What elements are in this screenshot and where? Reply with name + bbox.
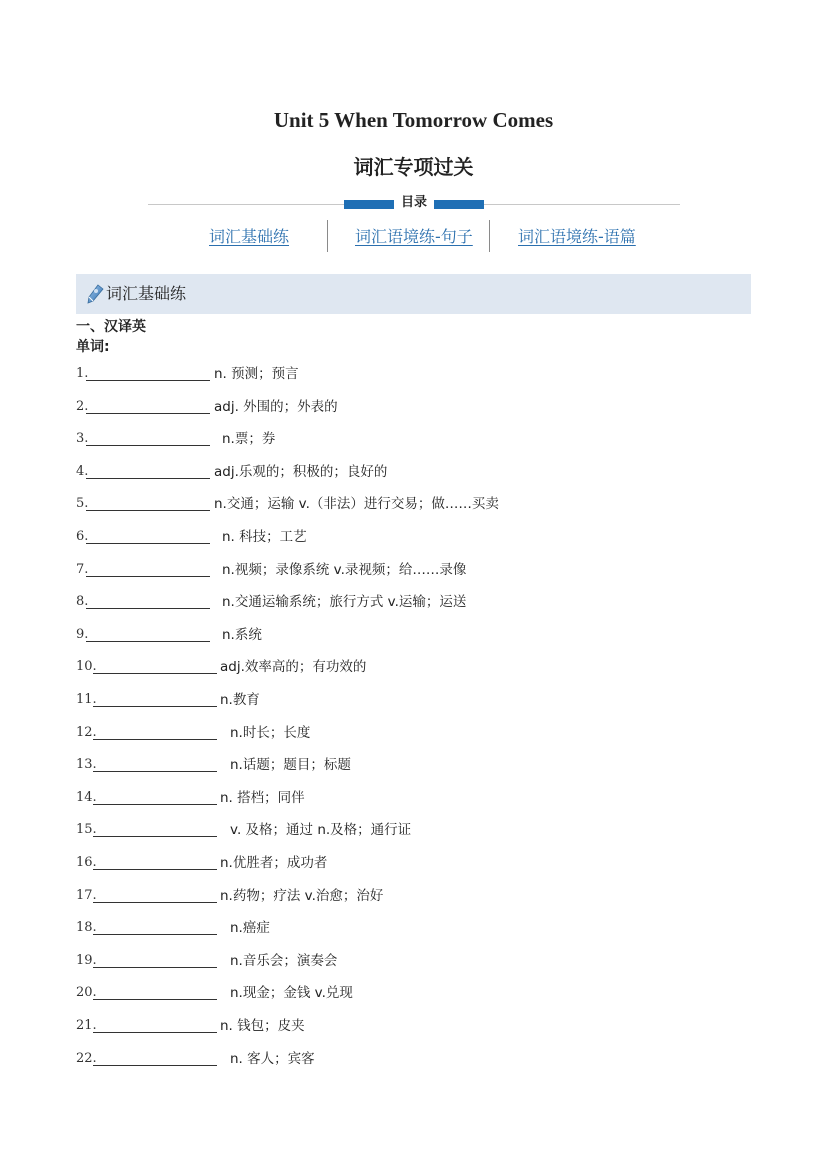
vocab-number: 21. xyxy=(76,1018,97,1033)
pencil-icon xyxy=(86,284,104,304)
answer-blank[interactable] xyxy=(86,510,210,511)
answer-blank[interactable] xyxy=(93,739,217,740)
vocab-item xyxy=(76,463,751,483)
vocab-item xyxy=(76,1017,751,1037)
vocab-number: 18. xyxy=(76,920,97,936)
vocab-number: 10. xyxy=(76,659,97,675)
answer-blank[interactable] xyxy=(86,445,210,446)
answer-blank[interactable] xyxy=(93,771,217,772)
answer-blank[interactable] xyxy=(93,706,217,707)
vocab-item xyxy=(76,398,751,418)
document-title: Unit 5 When Tomorrow Comes xyxy=(273,108,554,132)
section-title: 词汇基础练 xyxy=(106,284,187,303)
vocab-item xyxy=(76,854,751,874)
vocab-number: 9. xyxy=(76,626,89,642)
vocab-definition: n. 钱包；皮夹 xyxy=(220,1018,305,1034)
vocab-number: 14. xyxy=(76,789,97,805)
vocab-definition: n.视频；录像系统 v.录视频；给……录像 xyxy=(222,561,467,578)
vocab-definition: n.癌症 xyxy=(230,920,270,937)
vocab-item xyxy=(76,495,751,515)
vocab-number: 16. xyxy=(76,855,97,870)
vocab-number: 3. xyxy=(76,431,89,447)
vocab-definition: v. 及格；通过 n.及格；通行证 xyxy=(230,822,412,839)
vocab-item xyxy=(76,561,751,581)
vocab-definition: n.话题；题目；标题 xyxy=(230,757,351,774)
answer-blank[interactable] xyxy=(86,576,210,577)
vocab-definition: n.系统 xyxy=(222,626,262,643)
answer-blank[interactable] xyxy=(93,804,217,805)
answer-blank[interactable] xyxy=(93,1032,217,1033)
answer-blank[interactable] xyxy=(86,380,210,381)
vocab-number: 13. xyxy=(76,757,97,773)
part-heading: 一、汉译英 xyxy=(76,319,146,335)
vocab-item xyxy=(76,952,751,972)
vocab-number: 17. xyxy=(76,887,97,903)
vocab-number: 7. xyxy=(76,561,89,577)
vocab-definition: n.药物；疗法 v.治愈；治好 xyxy=(220,887,384,904)
words-heading: 单词: xyxy=(76,339,110,355)
vocab-definition: n.教育 xyxy=(220,692,260,708)
vocab-number: 20. xyxy=(76,985,97,1001)
vocab-item xyxy=(76,789,751,809)
vocab-definition: adj. 外围的；外表的 xyxy=(214,398,338,415)
vocab-number: 19. xyxy=(76,952,97,968)
vocab-definition: n.时长；长度 xyxy=(230,724,311,741)
vocab-item xyxy=(76,430,751,450)
vocab-definition: n.优胜者；成功者 xyxy=(220,855,328,871)
answer-blank[interactable] xyxy=(93,999,217,1000)
toc-link-basic[interactable]: 词汇基础练 xyxy=(209,227,290,246)
vocab-item xyxy=(76,691,751,711)
answer-blank[interactable] xyxy=(86,478,210,479)
answer-blank[interactable] xyxy=(93,869,217,870)
vocab-definition: n.交通运输系统；旅行方式 v.运输；运送 xyxy=(222,594,467,611)
document-subtitle: 词汇专项过关 xyxy=(353,155,474,179)
vocab-number: 12. xyxy=(76,724,97,740)
vocab-number: 8. xyxy=(76,594,89,610)
vocab-item xyxy=(76,984,751,1004)
answer-blank[interactable] xyxy=(86,608,210,609)
vocab-item xyxy=(76,1050,751,1070)
answer-blank[interactable] xyxy=(93,1065,217,1066)
vocab-item xyxy=(76,919,751,939)
vocab-item xyxy=(76,593,751,613)
vocab-definition: n. 预测；预言 xyxy=(214,366,299,382)
vocab-number: 22. xyxy=(76,1050,97,1066)
vocab-item xyxy=(76,821,751,841)
vocab-item xyxy=(76,756,751,776)
vocab-number: 1. xyxy=(76,366,89,381)
toc-separator xyxy=(327,220,328,252)
toc-label: 目录 xyxy=(394,194,434,212)
answer-blank[interactable] xyxy=(93,967,217,968)
vocab-number: 11. xyxy=(76,692,97,707)
vocab-item xyxy=(76,528,751,548)
answer-blank[interactable] xyxy=(86,413,210,414)
answer-blank[interactable] xyxy=(86,543,210,544)
vocab-item xyxy=(76,724,751,744)
vocab-definition: n.音乐会；演奏会 xyxy=(230,952,338,969)
vocab-definition: adj.效率高的；有功效的 xyxy=(220,659,367,676)
toc-link-passage[interactable]: 词汇语境练-语篇 xyxy=(518,227,636,246)
vocab-item xyxy=(76,365,751,385)
vocab-number: 6. xyxy=(76,529,89,544)
toc-link-sentence[interactable]: 词汇语境练-句子 xyxy=(355,227,473,246)
toc-separator xyxy=(489,220,490,252)
vocab-item xyxy=(76,887,751,907)
vocab-definition: n. 科技；工艺 xyxy=(222,529,307,545)
answer-blank[interactable] xyxy=(93,836,217,837)
vocab-definition: n.交通；运输 v.（非法）进行交易；做……买卖 xyxy=(214,496,499,513)
vocab-number: 15. xyxy=(76,822,97,838)
answer-blank[interactable] xyxy=(93,673,217,674)
vocab-definition: n. 搭档；同伴 xyxy=(220,789,305,806)
answer-blank[interactable] xyxy=(93,902,217,903)
answer-blank[interactable] xyxy=(86,641,210,642)
vocab-item xyxy=(76,626,751,646)
vocab-definition: n.票；券 xyxy=(222,431,276,448)
vocab-definition: n.现金；金钱 v.兑现 xyxy=(230,985,353,1002)
vocab-number: 4. xyxy=(76,463,89,479)
vocab-number: 2. xyxy=(76,398,89,414)
vocab-definition: n. 客人；宾客 xyxy=(230,1050,315,1067)
vocab-definition: adj.乐观的；积极的；良好的 xyxy=(214,463,388,480)
vocab-item xyxy=(76,658,751,678)
answer-blank[interactable] xyxy=(93,934,217,935)
section-header xyxy=(76,274,751,314)
vocab-number: 5. xyxy=(76,496,89,512)
